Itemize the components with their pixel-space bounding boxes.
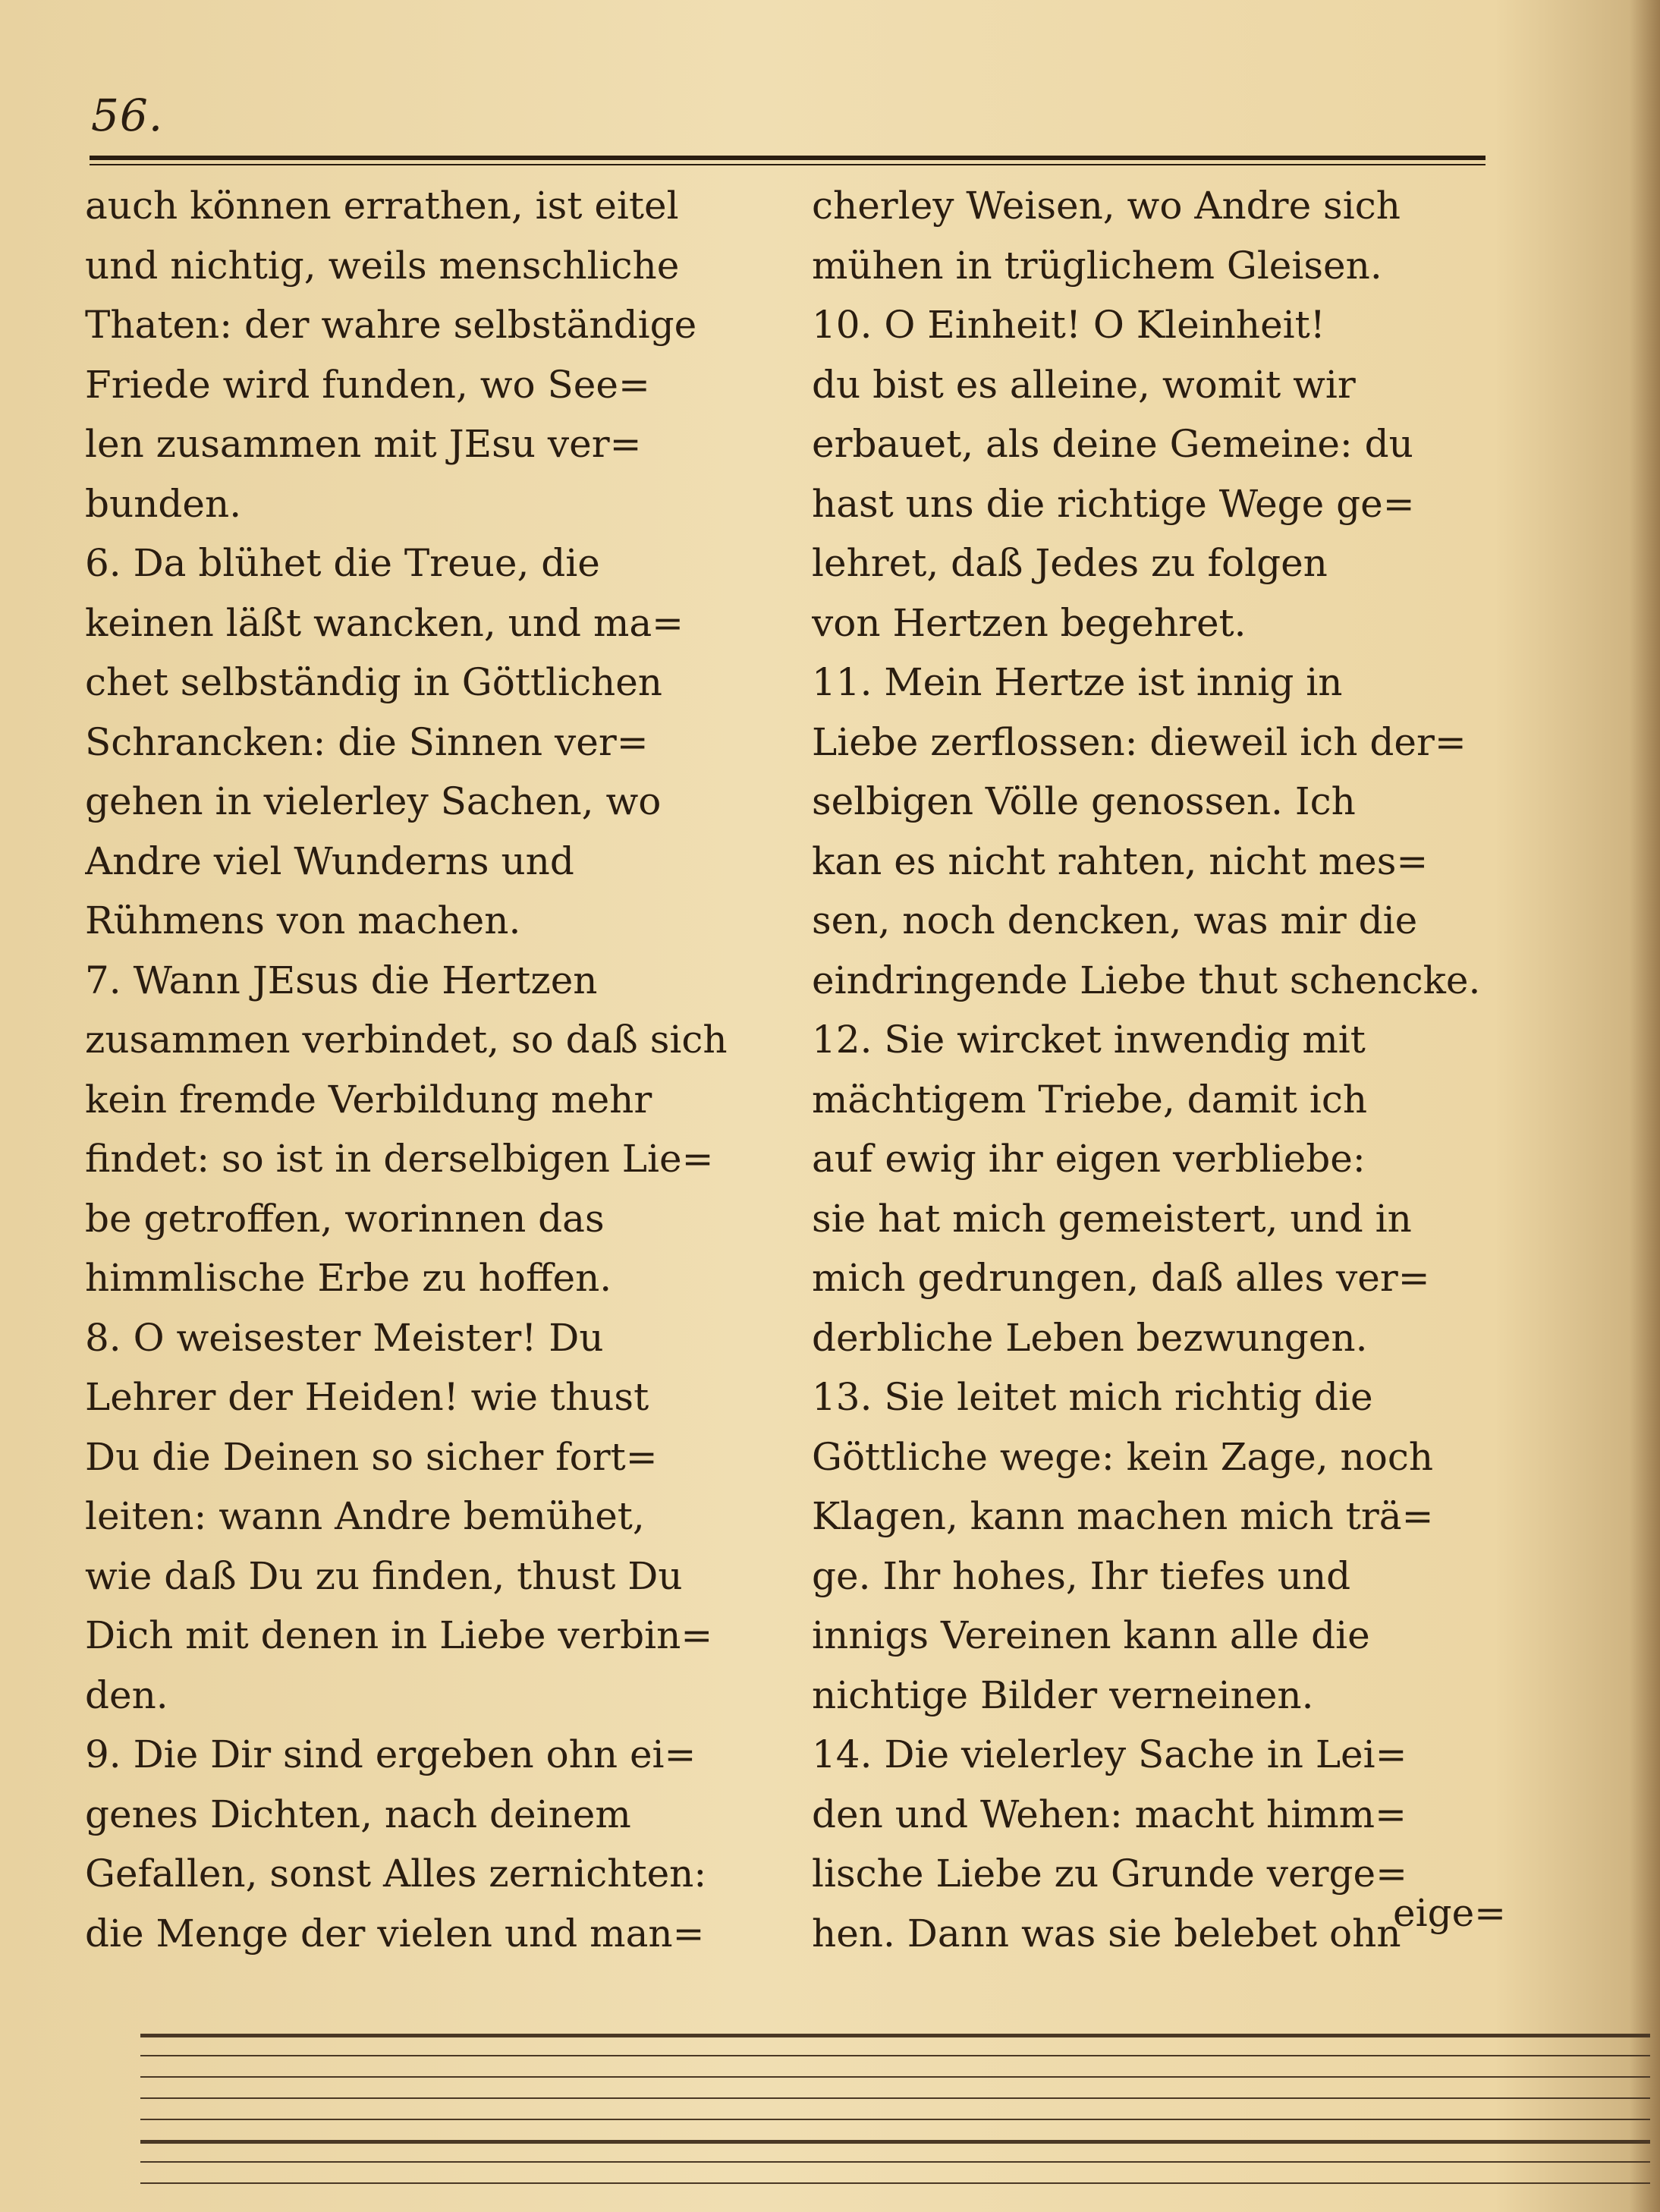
- staff-line: [140, 2161, 1650, 2163]
- text-line: lehret, daß Jedes zu folgen: [812, 541, 1328, 585]
- text-line: Rühmens von machen.: [85, 898, 521, 942]
- text-line: Lehrer der Heiden! wie thust: [85, 1375, 649, 1419]
- text-line: sie hat mich gemeistert, und in: [812, 1196, 1412, 1241]
- text-line: cherley Weisen, wo Andre sich: [812, 184, 1401, 228]
- page-gutter-shadow: [1630, 0, 1660, 2212]
- text-line: eindringende Liebe thut schencke.: [812, 958, 1481, 1002]
- text-line: kan es nicht rahten, nicht mes=: [812, 839, 1429, 883]
- text-line: Friede wird funden, wo See=: [85, 362, 650, 407]
- text-line: wie daß Du zu finden, thust Du: [85, 1553, 683, 1598]
- text-line: derbliche Leben bezwungen.: [812, 1315, 1368, 1360]
- text-line: auf ewig ihr eigen verbliebe:: [812, 1137, 1366, 1181]
- text-line: chet selbständig in Göttlichen: [85, 660, 662, 704]
- header-rule: [90, 156, 1486, 160]
- text-line: Göttliche wege: kein Zage, noch: [812, 1434, 1434, 1479]
- text-line: nichtige Bilder verneinen.: [812, 1672, 1314, 1717]
- text-line: leiten: wann Andre bemühet,: [85, 1494, 645, 1538]
- text-line: Liebe zerflossen: dieweil ich der=: [812, 719, 1467, 764]
- text-line: sen, noch dencken, was mir die: [812, 898, 1418, 942]
- text-line: und nichtig, weils menschliche: [85, 243, 680, 288]
- staff-line: [140, 2034, 1650, 2037]
- text-line: himmlische Erbe zu hoffen.: [85, 1256, 612, 1300]
- staff-line: [140, 2055, 1650, 2056]
- text-line: zusammen verbindet, so daß sich: [85, 1018, 728, 1062]
- catchword: eige=: [1393, 1891, 1507, 1935]
- text-line: erbauet, als deine Gemeine: du: [812, 422, 1413, 466]
- text-line: be getroffen, worinnen das: [85, 1196, 605, 1241]
- text-line: 13. Sie leitet mich richtig die: [812, 1375, 1373, 1419]
- text-line: genes Dichten, nach deinem: [85, 1792, 631, 1836]
- staff-line: [140, 2097, 1650, 2099]
- staff-line: [140, 2140, 1650, 2144]
- text-line: selbigen Völle genossen. Ich: [812, 779, 1356, 823]
- text-line: Thaten: der wahre selbständige: [85, 303, 697, 347]
- text-line: 6. Da blühet die Treue, die: [85, 541, 600, 585]
- text-line: len zusammen mit JEsu ver=: [85, 422, 642, 466]
- text-line: 8. O weisester Meister! Du: [85, 1315, 604, 1360]
- text-line: hen. Dann was sie belebet ohn: [812, 1911, 1401, 1956]
- text-line: 14. Die vielerley Sache in Lei=: [812, 1732, 1407, 1776]
- text-line: 11. Mein Hertze ist innig in: [812, 660, 1343, 704]
- text-line: den und Wehen: macht himm=: [812, 1792, 1407, 1836]
- text-line: 7. Wann JEsus die Hertzen: [85, 958, 598, 1002]
- staff-line: [140, 2182, 1650, 2184]
- text-line: auch können errathen, ist eitel: [85, 184, 679, 228]
- text-line: bunden.: [85, 481, 242, 526]
- text-line: von Hertzen begehret.: [812, 600, 1247, 645]
- left-column: [85, 176, 791, 1963]
- text-line: kein fremde Verbildung mehr: [85, 1077, 652, 1122]
- staff-line: [140, 2076, 1650, 2078]
- text-line: ge. Ihr hohes, Ihr tiefes und: [812, 1553, 1351, 1598]
- text-line: 9. Die Dir sind ergeben ohn ei=: [85, 1732, 696, 1776]
- text-line: Andre viel Wunderns und: [85, 839, 574, 883]
- text-line: Dich mit denen in Liebe verbin=: [85, 1613, 713, 1657]
- text-line: hast uns die richtige Wege ge=: [812, 481, 1415, 526]
- text-line: Du die Deinen so sicher fort=: [85, 1434, 658, 1479]
- text-line: Schrancken: die Sinnen ver=: [85, 719, 649, 764]
- text-line: den.: [85, 1672, 168, 1717]
- text-line: mich gedrungen, daß alles ver=: [812, 1256, 1430, 1300]
- text-line: du bist es alleine, womit wir: [812, 362, 1356, 407]
- text-line: 12. Sie wircket inwendig mit: [812, 1018, 1366, 1062]
- show-through-staff-lines: [140, 2034, 1650, 2212]
- text-line: die Menge der vielen und man=: [85, 1911, 705, 1956]
- page-number: 56.: [91, 90, 164, 141]
- header-rule-thin: [90, 164, 1486, 165]
- right-column: [812, 176, 1517, 1963]
- staff-line: [140, 2119, 1650, 2120]
- text-line: findet: so ist in derselbigen Lie=: [85, 1137, 714, 1181]
- text-line: Gefallen, sonst Alles zernichten:: [85, 1852, 707, 1896]
- text-line: lische Liebe zu Grunde verge=: [812, 1852, 1408, 1896]
- text-line: innigs Vereinen kann alle die: [812, 1613, 1370, 1657]
- text-line: mühen in trüglichem Gleisen.: [812, 243, 1382, 288]
- text-line: mächtigem Triebe, damit ich: [812, 1077, 1368, 1122]
- text-line: Klagen, kann machen mich trä=: [812, 1494, 1434, 1538]
- text-line: gehen in vielerley Sachen, wo: [85, 779, 662, 823]
- text-line: 10. O Einheit! O Kleinheit!: [812, 303, 1325, 347]
- text-line: keinen läßt wancken, und ma=: [85, 600, 684, 645]
